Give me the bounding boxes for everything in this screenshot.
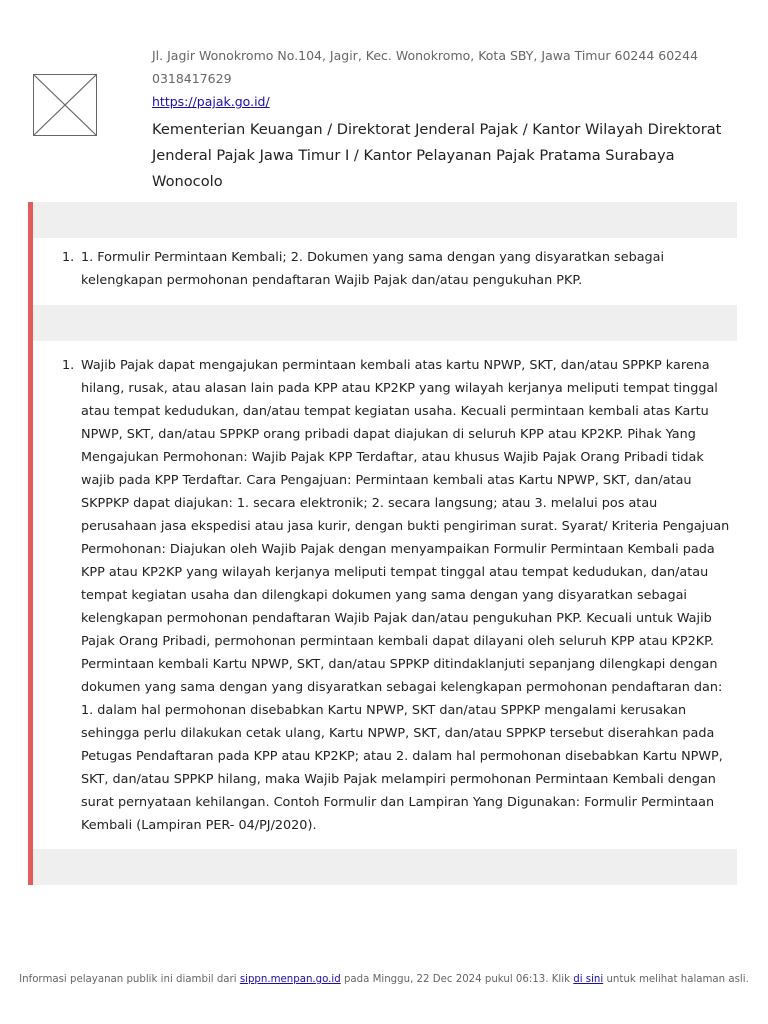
footer-middle: pada Minggu, 22 Dec 2024 pukul 06:13. Klik xyxy=(343,974,570,985)
list-item xyxy=(33,354,737,837)
logo-placeholder-icon xyxy=(33,74,97,136)
footer-prefix: Informasi pelayanan publik ini diambil dari xyxy=(19,974,237,985)
section-header-band xyxy=(33,305,737,341)
requirements-section xyxy=(33,238,737,305)
requirements-list xyxy=(33,246,737,292)
section-header-band xyxy=(33,202,737,238)
office-header xyxy=(152,44,742,195)
footer-suffix: untuk melihat halaman asli. xyxy=(606,974,749,985)
service-info-panel xyxy=(28,202,737,885)
original-page-link[interactable]: di sini xyxy=(573,974,604,985)
list-item-number: 1. xyxy=(62,358,75,373)
procedure-section xyxy=(33,341,737,849)
office-name: Kementerian Keuangan / Direktorat Jenderal Pajak / Kantor Wilayah Direktorat Jenderal Pajak Jawa Timur I / Kantor Pelayanan Pajak Pratama Surabaya Wonocolo xyxy=(152,121,722,190)
source-footer xyxy=(0,971,768,989)
office-phone: 0318417629 xyxy=(152,71,232,86)
list-item xyxy=(33,246,737,292)
list-item-text: Wajib Pajak dapat mengajukan permintaan kembali atas kartu NPWP, SKT, dan/atau SPPKP karena hilang, rusak, atau alasan lain pada KPP atau KP2KP yang wilayah kerjanya meliputi tempat tinggal atau tempat kedudukan, dan/atau tempat kegiatan usaha. Kecuali permintaan kembali atas Kartu NPWP, SKT, dan/atau SPPKP orang pribadi dapat diajukan di seluruh KPP atau KP2KP. Pihak Yang Mengajukan Permohonan: Wajib Pajak KPP Terdaftar, atau khusus Wajib Pajak Orang Pribadi tidak wajib pada KPP Terdaftar. Cara Pengajuan: Permintaan kembali atas Kartu NPWP, SKT, dan/atau SKPPKP dapat diajukan: 1. secara elektronik; 2. secara langsung; atau 3. melalui pos atau perusahaan jasa ekspedisi atau jasa kurir, dengan bukti pengiriman surat. Syarat/ Kriteria Pengajuan Permohonan: Diajukan oleh Wajib Pajak dengan menyampaikan Formulir Permintaan Kembali pada KPP atau KP2KP yang wilayah kerjanya meliputi tempat tinggal atau tempat kedudukan, dan/atau tempat kegiatan usaha dan dilengkapi dokumen yang sama dengan yang disyaratkan sebagai kelengkapan permohonan pendaftaran Wajib Pajak dan/atau pengukuhan PKP. Kecuali untuk Wajib Pajak Orang Pribadi, permohonan permintaan kembali dapat dilayani oleh seluruh KPP atau KP2KP. Permintaan kembali Kartu NPWP, SKT, dan/atau SPPKP ditindaklanjuti sepanjang dilengkapi dengan dokumen yang sama dengan yang disyaratkan sebagai kelengkapan permohonan pendaftaran dan: 1. dalam hal permohonan disebabkan Kartu NPWP, SKT dan/atau SPPKP mengalami kerusakan sehingga perlu dilakukan cetak ulang, Kartu NPWP, SKT, dan/atau SPPKP tersebut diserahkan pada Petugas Pendaftaran pada KPP atau KP2KP; atau 2. dalam hal permohonan disebabkan Kartu NPWP, SKT, dan/atau SPPKP hilang, maka Wajib Pajak melampiri permohonan Permintaan Kembali dengan surat pernyataan kehilangan. Contoh Formulir dan Lampiran Yang Digunakan: Formulir Permintaan Kembali (Lampiran PER- 04/PJ/2020). xyxy=(81,358,730,833)
office-website-link[interactable]: https://pajak.go.id/ xyxy=(152,94,270,109)
list-item-number: 1. xyxy=(62,250,75,265)
list-item-text: 1. Formulir Permintaan Kembali; 2. Dokumen yang sama dengan yang disyaratkan sebagai kelengkapan permohonan pendaftaran Wajib Pajak dan/atau pengukuhan PKP. xyxy=(81,250,665,288)
section-header-band xyxy=(33,849,737,885)
source-link[interactable]: sippn.menpan.go.id xyxy=(239,974,341,985)
procedure-list xyxy=(33,354,737,837)
office-address: Jl. Jagir Wonokromo No.104, Jagir, Kec. Wonokromo, Kota SBY, Jawa Timur 60244 60244 xyxy=(152,48,699,63)
